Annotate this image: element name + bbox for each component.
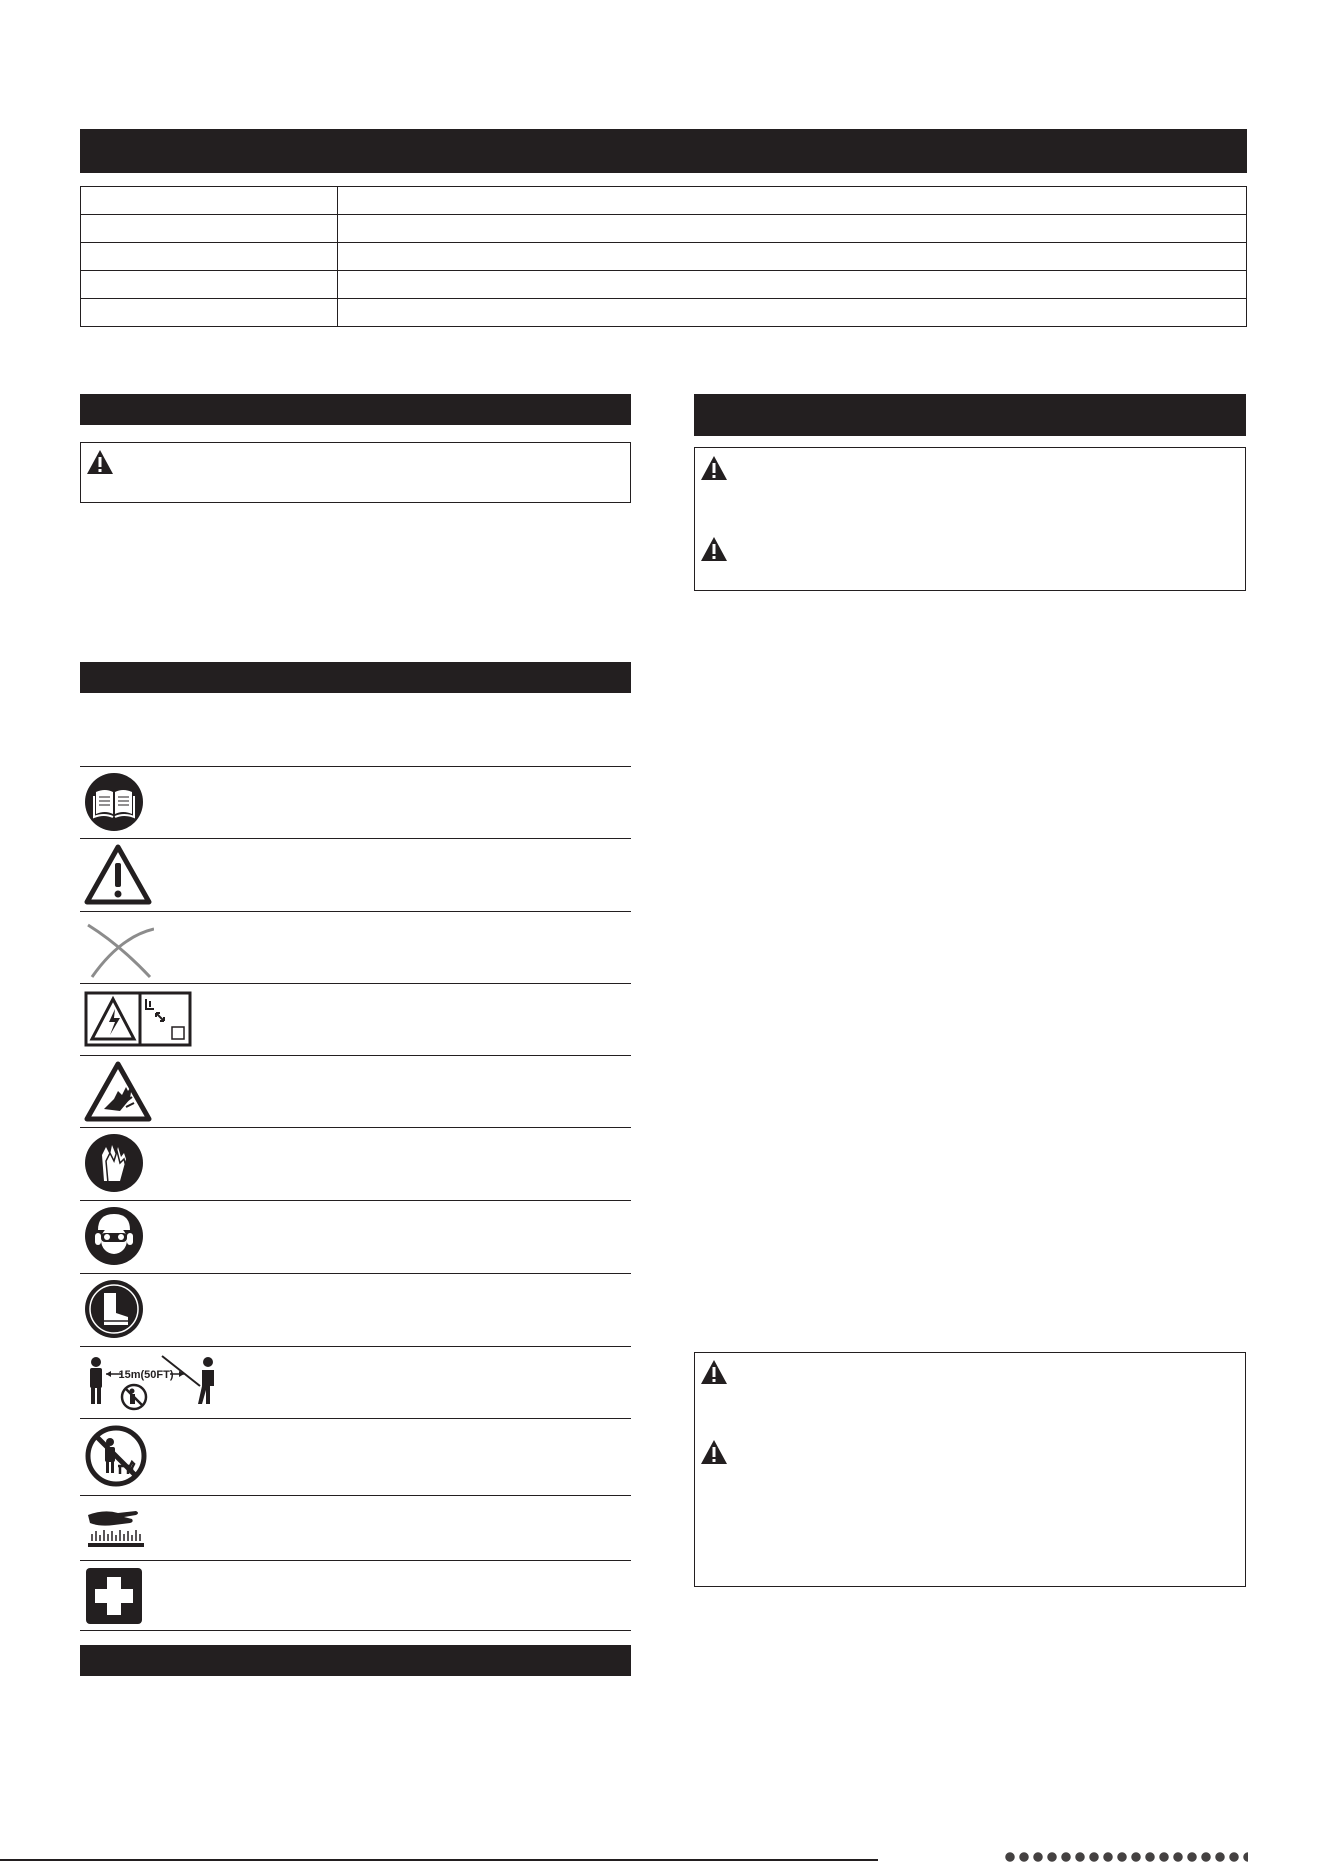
footer-rule [0, 1859, 878, 1861]
symbols-section-header-bar [80, 662, 631, 693]
symbol-row [80, 1560, 631, 1631]
symbol-row [80, 1055, 631, 1127]
symbol-row [80, 838, 631, 911]
table-cell [81, 187, 338, 215]
gloves-icon [84, 1133, 144, 1193]
left-warning-box [80, 442, 631, 503]
symbol-row [80, 1346, 631, 1418]
table-cell [338, 215, 1247, 243]
caution-triangle-icon [84, 844, 152, 906]
symbol-row [80, 911, 631, 983]
symbol-row [80, 1418, 631, 1495]
symbol-row [80, 766, 631, 838]
right-lower-warning-box [694, 1352, 1246, 1587]
no-bystanders-animals-icon [84, 1424, 148, 1488]
read-manual-icon [84, 772, 144, 832]
warning-triangle-icon [700, 455, 728, 481]
table-cell [81, 215, 338, 243]
cross-out-icon [84, 917, 154, 979]
hot-surface-hand-icon [84, 1501, 148, 1557]
table-row [81, 243, 1247, 271]
table-cell [81, 271, 338, 299]
left-section-header-bar [80, 394, 631, 425]
specifications-table [80, 186, 1247, 327]
table-cell [81, 299, 338, 327]
table-cell [338, 187, 1247, 215]
left-bottom-section-header-bar [80, 1645, 631, 1676]
symbol-row [80, 1200, 631, 1273]
table-row [81, 271, 1247, 299]
warning-triangle-icon [86, 449, 114, 475]
table-cell [338, 243, 1247, 271]
symbol-row [80, 1127, 631, 1200]
specifications-header-bar [80, 129, 1247, 173]
table-cell [338, 299, 1247, 327]
warning-triangle-icon [700, 1359, 728, 1385]
symbols-table [80, 766, 631, 1631]
footer-text-remnant [1003, 1850, 1248, 1864]
warning-triangle-icon [700, 536, 728, 562]
symbol-row [80, 1273, 631, 1346]
warning-triangle-icon [700, 1439, 728, 1465]
table-row [81, 299, 1247, 327]
distance-label: 15m(50FT) [118, 1369, 174, 1381]
symbol-row [80, 983, 631, 1055]
right-section-header-bar [694, 394, 1246, 436]
table-cell [338, 271, 1247, 299]
table-row [81, 187, 1247, 215]
right-upper-warning-box [694, 447, 1246, 591]
safety-boots-icon [84, 1279, 144, 1339]
first-aid-icon [84, 1566, 144, 1626]
cutting-hazard-hand-icon [84, 1061, 152, 1123]
table-row [81, 215, 1247, 243]
table-cell [81, 243, 338, 271]
electrical-hazard-distance-icon [84, 989, 192, 1049]
helmet-goggles-earmuffs-icon [84, 1206, 144, 1266]
keep-distance-15m-icon [84, 1352, 224, 1414]
symbol-row [80, 1495, 631, 1560]
